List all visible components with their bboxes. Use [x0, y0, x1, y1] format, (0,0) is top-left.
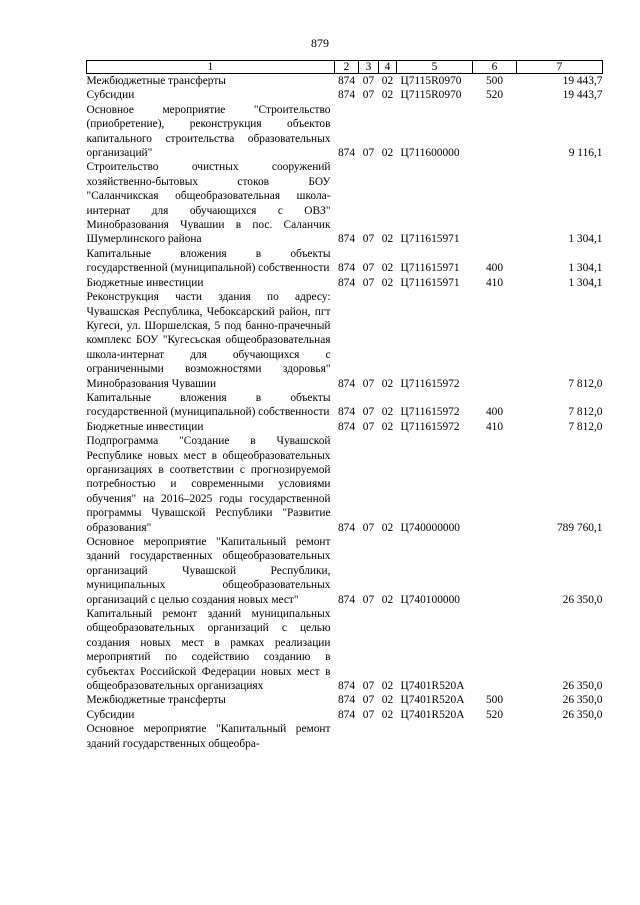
- target-article-cell: Ц740100000: [400, 593, 460, 606]
- expense-type-cell: 410: [485, 276, 504, 289]
- section-code-cell: 07: [362, 521, 375, 534]
- subsection-code-cell: 02: [381, 406, 394, 419]
- header-cell-7: 7: [517, 61, 603, 74]
- target-article-cell: Ц7401R520A: [400, 694, 465, 707]
- item-name-cell: Реконструкция части здания по адресу: Чувашская Республика, Чебоксарский район, пгт Кугеси, ул. Шоршелская, 5 под банно-прачечный комплекс БОУ "Кугесьская общеобразовательная школа-интернат для обучающихся с ограниченными возможностями здоровья" Минобразования Чувашии: [86, 291, 331, 390]
- expense-type-cell: 520: [485, 89, 504, 102]
- header-cell-6: 6: [473, 61, 517, 74]
- target-article-cell: Ц711615972: [400, 420, 460, 433]
- table-row: [87, 391, 603, 420]
- subsection-code-cell: 02: [381, 75, 394, 87]
- item-name-cell: Капитальные вложения в объекты государственной (муниципальной) собственности: [86, 247, 331, 275]
- subsection-code-cell: 02: [381, 593, 394, 606]
- amount-cell: 26 350,0: [562, 593, 603, 606]
- ministry-code-cell: 874: [337, 593, 356, 606]
- section-code-cell: 07: [362, 233, 375, 246]
- table-row: [87, 74, 603, 89]
- amount-cell: 1 304,1: [568, 233, 603, 246]
- expense-type-cell: [473, 434, 517, 535]
- target-article-cell: Ц711615972: [400, 377, 460, 390]
- item-name-cell: Строительство очистных сооружений хозяйственно-бытовых стоков БОУ "Саланчикская общеобразовательная школа-интернат для обучающихся с ОВЗ" Минобразования Чувашии в пос. Саланчик Шумерлинского района: [86, 161, 331, 246]
- section-code-cell: 07: [362, 420, 375, 433]
- ministry-code-cell: 874: [337, 708, 356, 721]
- amount-cell: 26 350,0: [562, 694, 603, 707]
- expense-type-cell: 400: [485, 262, 504, 275]
- amount-cell: 26 350,0: [562, 680, 603, 693]
- expense-type-cell: [473, 722, 517, 751]
- section-code-cell: 07: [362, 75, 375, 87]
- item-name-cell: Субсидии: [86, 89, 135, 102]
- subsection-code-cell: 02: [381, 420, 394, 433]
- subsection-code-cell: 02: [381, 276, 394, 289]
- subsection-code-cell: 02: [381, 233, 394, 246]
- subsection-code-cell: 02: [381, 262, 394, 275]
- target-article-cell: Ц7401R520A: [400, 708, 465, 721]
- target-article-cell: Ц711600000: [400, 147, 460, 160]
- ministry-code-cell: 874: [337, 147, 356, 160]
- ministry-code-cell: 874: [337, 680, 356, 693]
- table-row: [87, 420, 603, 434]
- target-article-cell: Ц7401R520A: [400, 680, 465, 693]
- target-article-cell: Ц740000000: [400, 521, 460, 534]
- expense-type-cell: 500: [485, 694, 504, 707]
- ministry-code-cell: 874: [337, 694, 356, 707]
- header-cell-3: 3: [359, 61, 379, 74]
- header-cell-2: 2: [335, 61, 359, 74]
- ministry-code-cell: 874: [337, 276, 356, 289]
- table-row: [87, 290, 603, 391]
- expense-type-cell: [473, 535, 517, 607]
- amount-cell: 1 304,1: [568, 276, 603, 289]
- target-article-cell: Ц7115R0970: [400, 89, 462, 102]
- section-code-cell: 07: [362, 680, 375, 693]
- expense-type-cell: [473, 290, 517, 391]
- ministry-code-cell: 874: [337, 521, 356, 534]
- ministry-code-cell: 874: [337, 406, 356, 419]
- table-row: [87, 276, 603, 290]
- header-cell-4: 4: [379, 61, 397, 74]
- table-row: [87, 535, 603, 607]
- item-name-cell: Основное мероприятие "Капитальный ремонт зданий государственных общеобра-: [86, 723, 331, 750]
- item-name-cell: Бюджетные инвестиции: [86, 420, 204, 433]
- subsection-code-cell: 02: [381, 680, 394, 693]
- table-row: [87, 160, 603, 246]
- amount-cell: 19 443,7: [562, 89, 603, 102]
- target-article-cell: Ц7115R0970: [400, 75, 462, 87]
- table-row: [87, 88, 603, 102]
- target-article-cell: [397, 722, 473, 751]
- section-code-cell: 07: [362, 262, 375, 275]
- target-article-cell: Ц711615971: [400, 233, 460, 246]
- target-article-cell: Ц711615971: [400, 262, 460, 275]
- item-name-cell: Основное мероприятие "Строительство (приобретение), реконструкция объектов капитального строительства образовательных организаций": [86, 103, 331, 160]
- header-cell-1: 1: [87, 61, 335, 74]
- subsection-code-cell: 02: [381, 377, 394, 390]
- section-code-cell: 07: [362, 276, 375, 289]
- ministry-code-cell: 874: [337, 233, 356, 246]
- table-row: [87, 708, 603, 722]
- amount-cell: 7 812,0: [568, 377, 603, 390]
- header-cell-5: 5: [397, 61, 473, 74]
- expense-type-cell: 400: [485, 406, 504, 419]
- table-body: [87, 74, 603, 752]
- table-header: [87, 61, 603, 74]
- item-name-cell: Капитальный ремонт зданий муниципальных общеобразовательных организаций с целью создания новых мест в рамках реализации мероприятий по содействию созданию в субъектах Российской Федерации новых мест в общеобразовательных организациях: [86, 608, 331, 693]
- table-row: [87, 693, 603, 707]
- table-row: [87, 103, 603, 161]
- item-name-cell: Межбюджетные трансферты: [86, 75, 226, 87]
- item-name-cell: Бюджетные инвестиции: [86, 276, 204, 289]
- ministry-code-cell: 874: [337, 75, 356, 87]
- expense-type-cell: 410: [485, 420, 504, 433]
- section-code-cell: 07: [362, 147, 375, 160]
- item-name-cell: Межбюджетные трансферты: [86, 694, 226, 707]
- item-name-cell: Капитальные вложения в объекты государственной (муниципальной) собственности: [86, 391, 331, 419]
- section-code-cell: 07: [362, 89, 375, 102]
- amount-cell: 26 350,0: [562, 708, 603, 721]
- header-row: [87, 61, 603, 74]
- item-name-cell: Подпрограмма "Создание в Чувашской Республике новых мест в общеобразовательных организациях в соответствии с прогнозируемой потребностью и современными условиями обучения" на 2016–2025 годы государственной программы Чувашской Республики "Развитие образования": [86, 435, 331, 534]
- budget-table: [86, 60, 603, 751]
- page-number: 879: [311, 36, 329, 50]
- ministry-code-cell: 874: [337, 420, 356, 433]
- section-code-cell: [359, 722, 379, 751]
- amount-cell: 1 304,1: [568, 262, 603, 275]
- expense-type-cell: [473, 103, 517, 161]
- section-code-cell: 07: [362, 377, 375, 390]
- subsection-code-cell: 02: [381, 521, 394, 534]
- subsection-code-cell: 02: [381, 147, 394, 160]
- amount-cell: 7 812,0: [568, 420, 603, 433]
- amount-cell: 9 116,1: [568, 147, 603, 160]
- ministry-code-cell: [335, 722, 359, 751]
- subsection-code-cell: 02: [381, 89, 394, 102]
- item-name-cell: Субсидии: [86, 708, 135, 721]
- target-article-cell: Ц711615971: [400, 276, 460, 289]
- ministry-code-cell: 874: [337, 377, 356, 390]
- amount-cell: [517, 722, 603, 751]
- amount-cell: 7 812,0: [568, 406, 603, 419]
- subsection-code-cell: 02: [381, 694, 394, 707]
- ministry-code-cell: 874: [337, 89, 356, 102]
- table-row: [87, 722, 603, 751]
- section-code-cell: 07: [362, 694, 375, 707]
- section-code-cell: 07: [362, 593, 375, 606]
- subsection-code-cell: [379, 722, 397, 751]
- table-row: [87, 434, 603, 535]
- ministry-code-cell: 874: [337, 262, 356, 275]
- amount-cell: 19 443,7: [562, 75, 603, 87]
- expense-type-cell: 520: [485, 708, 504, 721]
- item-name-cell: Основное мероприятие "Капитальный ремонт зданий государственных общеобразовательных организаций Чувашской Республики, муниципальных общеобразовательных организаций с целью создания новых мест": [86, 536, 331, 606]
- expense-type-cell: [473, 160, 517, 246]
- table-row: [87, 247, 603, 276]
- section-code-cell: 07: [362, 708, 375, 721]
- subsection-code-cell: 02: [381, 708, 394, 721]
- amount-cell: 789 760,1: [556, 521, 603, 534]
- expense-type-cell: 500: [485, 75, 504, 87]
- expense-type-cell: [473, 607, 517, 693]
- section-code-cell: 07: [362, 406, 375, 419]
- table-row: [87, 607, 603, 693]
- target-article-cell: Ц711615972: [400, 406, 460, 419]
